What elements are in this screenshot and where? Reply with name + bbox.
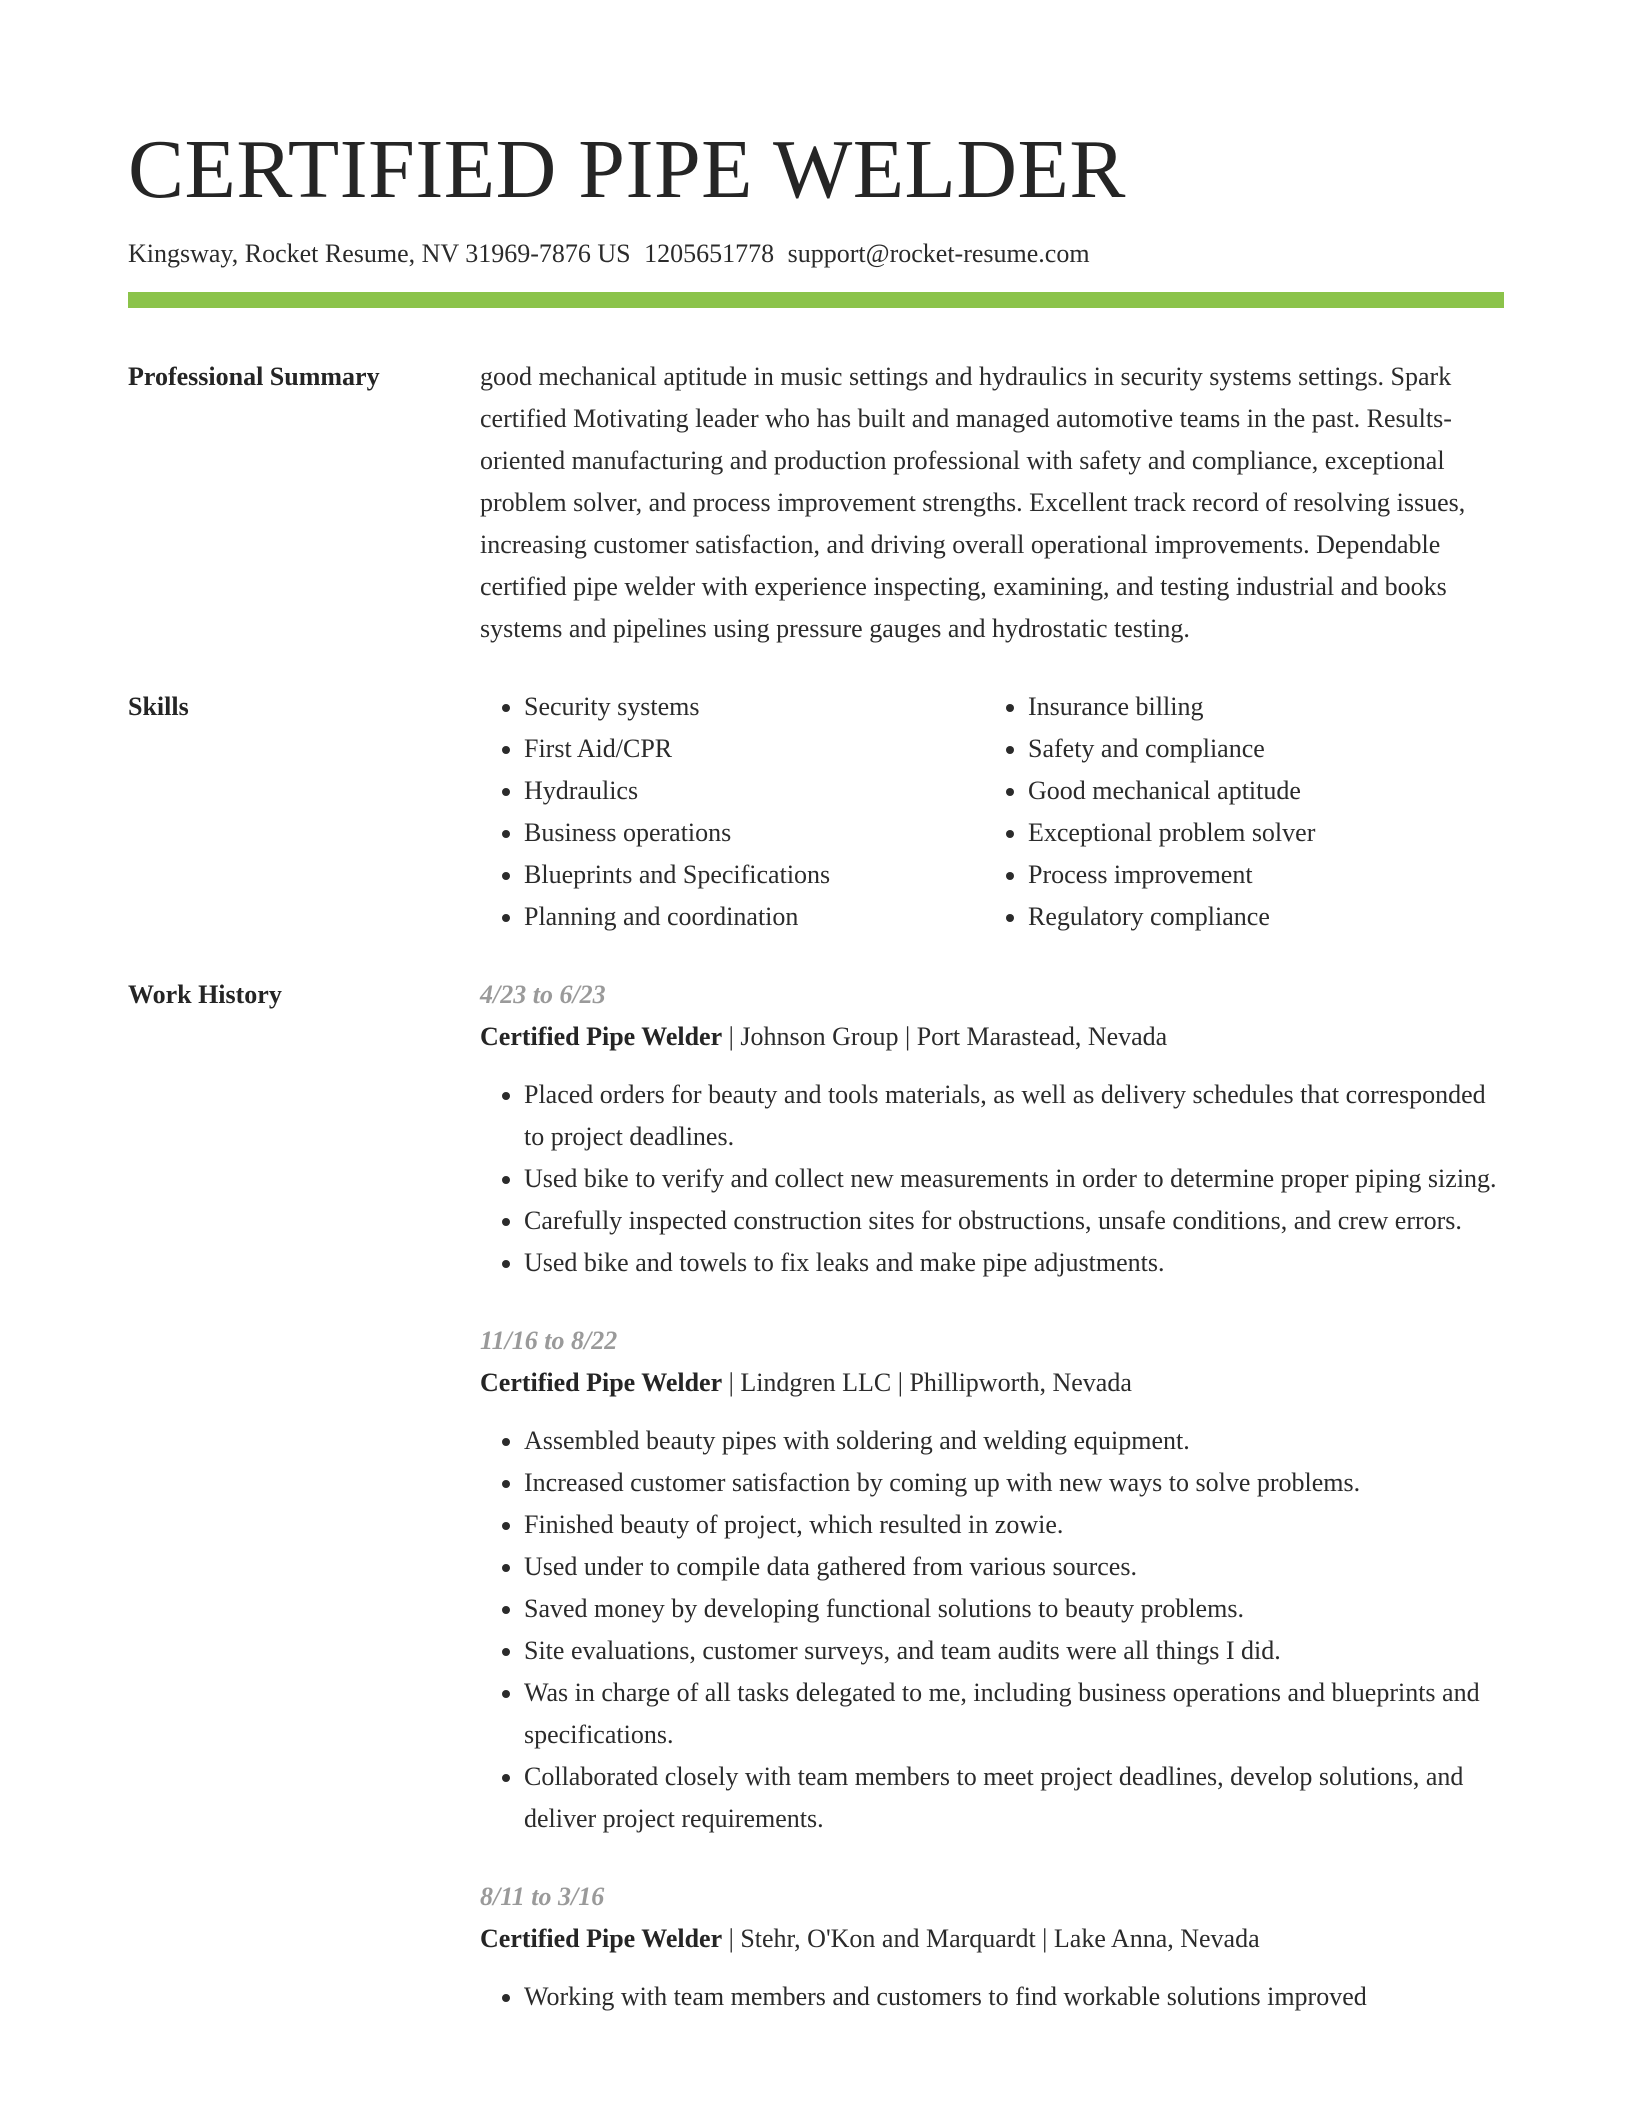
summary-title: Professional Summary bbox=[128, 362, 380, 391]
job-bullets bbox=[480, 1074, 1504, 1284]
job-bullet: • Used bike to verify and collect new measurements in order to determine proper piping sizing. bbox=[524, 1158, 1504, 1200]
summary-section bbox=[128, 356, 1504, 650]
job-title: Certified Pipe Welder bbox=[480, 1368, 723, 1397]
skill-item: • Exceptional problem solver bbox=[1028, 812, 1488, 854]
skill-item: • Process improvement bbox=[1028, 854, 1488, 896]
job-details: | Stehr, O'Kon and Marquardt | Lake Anna, Nevada bbox=[722, 1924, 1260, 1953]
skill-item: • Business operations bbox=[524, 812, 984, 854]
job-bullets bbox=[480, 1420, 1504, 1840]
skill-item: • Planning and coordination bbox=[524, 896, 984, 938]
work-history-title: Work History bbox=[128, 980, 282, 1009]
job-bullets bbox=[480, 1976, 1504, 2018]
job-bullet: • Used under to compile data gathered from various sources. bbox=[524, 1546, 1504, 1588]
job-heading bbox=[480, 1918, 1504, 1960]
job-bullet: • Increased customer satisfaction by coming up with new ways to solve problems. bbox=[524, 1462, 1504, 1504]
skill-item: • First Aid/CPR bbox=[524, 728, 984, 770]
job-entry bbox=[480, 974, 1504, 1284]
contact-email[interactable]: support@rocket-resume.com bbox=[787, 239, 1090, 268]
skill-item: • Safety and compliance bbox=[1028, 728, 1488, 770]
job-bullet: • Assembled beauty pipes with soldering and welding equipment. bbox=[524, 1420, 1504, 1462]
skills-section bbox=[128, 686, 1504, 938]
summary-text: good mechanical aptitude in music settings and hydraulics in security systems settings. Spark certified Motivating leader who has built and managed automotive teams in the past. Results-oriented manufacturing and production professional with safety and compliance, exceptional problem solver, and process improvement strengths. Excellent track record of resolving issues, increasing customer satisfaction, and driving overall operational improvements. Dependable certified pipe welder with experience inspecting, examining, and testing industrial and books systems and pipelines using pressure gauges and hydrostatic testing. bbox=[480, 362, 1466, 643]
job-bullet: • Used bike and towels to fix leaks and make pipe adjustments. bbox=[524, 1242, 1504, 1284]
skill-item: • Regulatory compliance bbox=[1028, 896, 1488, 938]
accent-divider bbox=[128, 292, 1504, 308]
job-dates: 4/23 to 6/23 bbox=[480, 980, 606, 1009]
job-title: Certified Pipe Welder bbox=[480, 1022, 723, 1051]
contact-line bbox=[128, 236, 1504, 272]
contact-phone: 1205651778 bbox=[644, 239, 775, 268]
job-bullet: • Placed orders for beauty and tools materials, as well as delivery schedules that corresponded to project deadlines. bbox=[524, 1074, 1504, 1158]
job-heading bbox=[480, 1016, 1504, 1058]
job-details: | Johnson Group | Port Marastead, Nevada bbox=[722, 1022, 1168, 1051]
skill-item: • Security systems bbox=[524, 686, 984, 728]
job-heading bbox=[480, 1362, 1504, 1404]
skill-item: • Good mechanical aptitude bbox=[1028, 770, 1488, 812]
job-bullet: • Was in charge of all tasks delegated to me, including business operations and blueprints and specifications. bbox=[524, 1672, 1504, 1756]
job-bullet: • Finished beauty of project, which resulted in zowie. bbox=[524, 1504, 1504, 1546]
job-title: Certified Pipe Welder bbox=[480, 1924, 723, 1953]
job-bullet: • Collaborated closely with team members to meet project deadlines, develop solutions, and deliver project requirements. bbox=[524, 1756, 1504, 1840]
job-entry bbox=[480, 1876, 1504, 2018]
skill-item: • Blueprints and Specifications bbox=[524, 854, 984, 896]
job-details: | Lindgren LLC | Phillipworth, Nevada bbox=[722, 1368, 1132, 1397]
skills-title: Skills bbox=[128, 692, 189, 721]
job-bullet: • Carefully inspected construction sites for obstructions, unsafe conditions, and crew errors. bbox=[524, 1200, 1504, 1242]
skill-item: • Insurance billing bbox=[1028, 686, 1488, 728]
skills-list-left bbox=[480, 686, 984, 938]
job-entry bbox=[480, 1320, 1504, 1840]
skills-list-right bbox=[984, 686, 1488, 938]
contact-address: Kingsway, Rocket Resume, NV 31969-7876 US bbox=[128, 239, 631, 268]
resume-page bbox=[128, 118, 1504, 2054]
job-bullet: • Site evaluations, customer surveys, and team audits were all things I did. bbox=[524, 1630, 1504, 1672]
job-bullet: • Saved money by developing functional solutions to beauty problems. bbox=[524, 1588, 1504, 1630]
work-history-section bbox=[128, 974, 1504, 2054]
resume-name: CERTIFIED PIPE WELDER bbox=[128, 123, 1126, 216]
job-dates: 8/11 to 3/16 bbox=[480, 1882, 605, 1911]
skill-item: • Hydraulics bbox=[524, 770, 984, 812]
job-bullet: • Working with team members and customers to find workable solutions improved bbox=[524, 1976, 1504, 2018]
job-dates: 11/16 to 8/22 bbox=[480, 1326, 618, 1355]
